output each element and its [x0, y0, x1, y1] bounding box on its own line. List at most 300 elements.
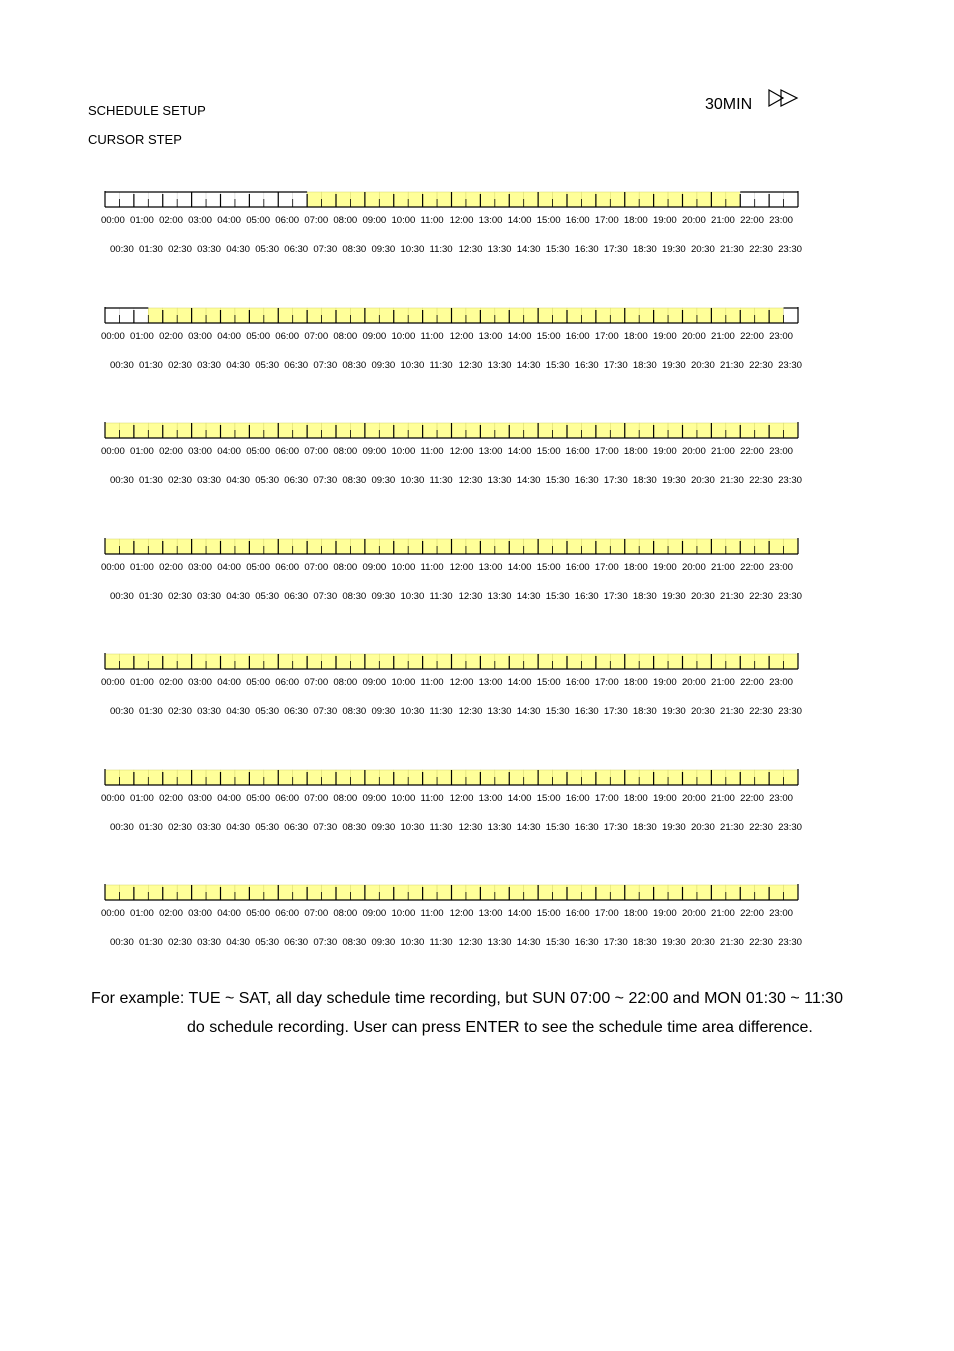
slot-active[interactable] — [625, 308, 639, 323]
slot-active[interactable] — [423, 770, 437, 785]
slot-active[interactable] — [134, 885, 148, 900]
slot-active[interactable] — [249, 885, 263, 900]
slot-active[interactable] — [394, 308, 408, 323]
slot-inactive[interactable] — [784, 308, 798, 323]
slot-active[interactable] — [654, 192, 668, 207]
slot-active[interactable] — [524, 192, 538, 207]
slot-active[interactable] — [581, 654, 595, 669]
slot-active[interactable] — [697, 885, 711, 900]
slot-inactive[interactable] — [221, 192, 235, 207]
slot-active[interactable] — [755, 654, 769, 669]
slot-active[interactable] — [365, 308, 379, 323]
slot-inactive[interactable] — [105, 192, 119, 207]
slot-active[interactable] — [322, 308, 336, 323]
slot-active[interactable] — [769, 423, 783, 438]
slot-active[interactable] — [697, 308, 711, 323]
slot-active[interactable] — [307, 539, 321, 554]
slot-active[interactable] — [480, 770, 494, 785]
slot-active[interactable] — [437, 192, 451, 207]
slot-active[interactable] — [177, 770, 191, 785]
slot-active[interactable] — [452, 423, 466, 438]
slot-active[interactable] — [625, 539, 639, 554]
slot-active[interactable] — [134, 539, 148, 554]
slot-active[interactable] — [509, 770, 523, 785]
slot-inactive[interactable] — [755, 192, 769, 207]
slot-active[interactable] — [379, 192, 393, 207]
slot-active[interactable] — [596, 654, 610, 669]
slot-active[interactable] — [639, 192, 653, 207]
slot-active[interactable] — [711, 770, 725, 785]
slot-active[interactable] — [755, 539, 769, 554]
slot-active[interactable] — [625, 770, 639, 785]
slot-active[interactable] — [466, 423, 480, 438]
slot-active[interactable] — [278, 539, 292, 554]
slot-active[interactable] — [596, 423, 610, 438]
slot-active[interactable] — [235, 770, 249, 785]
timeline-bar[interactable] — [0, 523, 954, 563]
slot-active[interactable] — [134, 654, 148, 669]
slot-active[interactable] — [163, 770, 177, 785]
slot-active[interactable] — [394, 192, 408, 207]
slot-active[interactable] — [495, 885, 509, 900]
slot-active[interactable] — [784, 654, 798, 669]
slot-active[interactable] — [610, 192, 624, 207]
slot-active[interactable] — [524, 308, 538, 323]
slot-active[interactable] — [177, 539, 191, 554]
slot-active[interactable] — [235, 539, 249, 554]
slot-active[interactable] — [740, 308, 754, 323]
slot-active[interactable] — [495, 308, 509, 323]
slot-active[interactable] — [625, 192, 639, 207]
cursor-step-value[interactable]: 30MIN — [705, 96, 753, 113]
slot-active[interactable] — [379, 539, 393, 554]
slot-active[interactable] — [668, 654, 682, 669]
slot-active[interactable] — [697, 654, 711, 669]
slot-active[interactable] — [683, 885, 697, 900]
slot-active[interactable] — [293, 654, 307, 669]
slot-active[interactable] — [668, 423, 682, 438]
slot-active[interactable] — [264, 423, 278, 438]
slot-active[interactable] — [495, 423, 509, 438]
slot-active[interactable] — [192, 885, 206, 900]
slot-active[interactable] — [683, 192, 697, 207]
slot-active[interactable] — [740, 423, 754, 438]
slot-active[interactable] — [148, 308, 162, 323]
slot-active[interactable] — [293, 308, 307, 323]
slot-active[interactable] — [249, 423, 263, 438]
slot-active[interactable] — [437, 654, 451, 669]
slot-active[interactable] — [350, 308, 364, 323]
slot-inactive[interactable] — [148, 192, 162, 207]
slot-active[interactable] — [639, 539, 653, 554]
slot-active[interactable] — [466, 192, 480, 207]
slot-active[interactable] — [452, 885, 466, 900]
slot-active[interactable] — [148, 654, 162, 669]
slot-active[interactable] — [524, 885, 538, 900]
slot-active[interactable] — [711, 192, 725, 207]
slot-active[interactable] — [553, 885, 567, 900]
timeline-bar[interactable] — [0, 869, 954, 909]
slot-active[interactable] — [755, 885, 769, 900]
slot-active[interactable] — [134, 770, 148, 785]
slot-active[interactable] — [683, 539, 697, 554]
slot-active[interactable] — [235, 308, 249, 323]
slot-active[interactable] — [235, 885, 249, 900]
slot-active[interactable] — [581, 308, 595, 323]
slot-active[interactable] — [307, 192, 321, 207]
slot-active[interactable] — [148, 539, 162, 554]
slot-active[interactable] — [567, 308, 581, 323]
slot-active[interactable] — [221, 423, 235, 438]
slot-active[interactable] — [408, 539, 422, 554]
slot-active[interactable] — [668, 770, 682, 785]
slot-active[interactable] — [336, 192, 350, 207]
slot-active[interactable] — [509, 192, 523, 207]
slot-active[interactable] — [683, 423, 697, 438]
slot-active[interactable] — [711, 885, 725, 900]
slot-active[interactable] — [509, 654, 523, 669]
slot-active[interactable] — [350, 423, 364, 438]
slot-active[interactable] — [221, 308, 235, 323]
slot-active[interactable] — [509, 539, 523, 554]
slot-active[interactable] — [466, 539, 480, 554]
slot-active[interactable] — [322, 654, 336, 669]
slot-active[interactable] — [408, 770, 422, 785]
slot-active[interactable] — [538, 423, 552, 438]
slot-active[interactable] — [307, 423, 321, 438]
slot-active[interactable] — [408, 654, 422, 669]
slot-active[interactable] — [452, 308, 466, 323]
slot-active[interactable] — [423, 308, 437, 323]
slot-active[interactable] — [740, 539, 754, 554]
slot-active[interactable] — [610, 885, 624, 900]
slot-active[interactable] — [596, 539, 610, 554]
timeline-bar[interactable] — [0, 292, 954, 332]
slot-active[interactable] — [379, 885, 393, 900]
slot-active[interactable] — [596, 885, 610, 900]
slot-inactive[interactable] — [134, 192, 148, 207]
slot-active[interactable] — [105, 885, 119, 900]
slot-inactive[interactable] — [119, 308, 133, 323]
slot-active[interactable] — [322, 423, 336, 438]
slot-active[interactable] — [726, 192, 740, 207]
slot-active[interactable] — [119, 423, 133, 438]
slot-active[interactable] — [567, 654, 581, 669]
slot-active[interactable] — [509, 423, 523, 438]
slot-active[interactable] — [567, 423, 581, 438]
slot-active[interactable] — [350, 192, 364, 207]
slot-active[interactable] — [697, 423, 711, 438]
slot-active[interactable] — [466, 654, 480, 669]
slot-active[interactable] — [726, 885, 740, 900]
slot-active[interactable] — [654, 885, 668, 900]
slot-active[interactable] — [119, 770, 133, 785]
slot-active[interactable] — [350, 885, 364, 900]
slot-active[interactable] — [480, 308, 494, 323]
slot-active[interactable] — [769, 539, 783, 554]
slot-active[interactable] — [567, 539, 581, 554]
slot-active[interactable] — [711, 423, 725, 438]
slot-active[interactable] — [423, 192, 437, 207]
slot-active[interactable] — [394, 770, 408, 785]
slot-active[interactable] — [581, 192, 595, 207]
slot-active[interactable] — [336, 539, 350, 554]
slot-active[interactable] — [350, 539, 364, 554]
slot-inactive[interactable] — [119, 192, 133, 207]
slot-active[interactable] — [365, 192, 379, 207]
slot-active[interactable] — [177, 308, 191, 323]
slot-active[interactable] — [249, 770, 263, 785]
slot-active[interactable] — [625, 423, 639, 438]
slot-active[interactable] — [610, 423, 624, 438]
slot-active[interactable] — [668, 539, 682, 554]
slot-active[interactable] — [538, 308, 552, 323]
slot-active[interactable] — [567, 885, 581, 900]
slot-active[interactable] — [524, 770, 538, 785]
slot-active[interactable] — [726, 654, 740, 669]
slot-active[interactable] — [322, 885, 336, 900]
slot-active[interactable] — [192, 539, 206, 554]
slot-active[interactable] — [278, 885, 292, 900]
slot-active[interactable] — [336, 885, 350, 900]
slot-active[interactable] — [307, 885, 321, 900]
slot-active[interactable] — [177, 423, 191, 438]
slot-inactive[interactable] — [278, 192, 292, 207]
slot-active[interactable] — [538, 654, 552, 669]
slot-active[interactable] — [163, 423, 177, 438]
slot-active[interactable] — [365, 770, 379, 785]
slot-active[interactable] — [105, 539, 119, 554]
slot-active[interactable] — [625, 885, 639, 900]
slot-active[interactable] — [163, 539, 177, 554]
slot-active[interactable] — [249, 308, 263, 323]
slot-active[interactable] — [148, 423, 162, 438]
slot-active[interactable] — [408, 423, 422, 438]
slot-active[interactable] — [379, 423, 393, 438]
slot-active[interactable] — [437, 885, 451, 900]
slot-active[interactable] — [639, 423, 653, 438]
slot-inactive[interactable] — [235, 192, 249, 207]
timeline-bar[interactable] — [0, 176, 954, 216]
slot-active[interactable] — [293, 770, 307, 785]
slot-active[interactable] — [336, 654, 350, 669]
slot-inactive[interactable] — [192, 192, 206, 207]
slot-active[interactable] — [668, 885, 682, 900]
slot-active[interactable] — [581, 770, 595, 785]
slot-active[interactable] — [581, 423, 595, 438]
slot-active[interactable] — [538, 885, 552, 900]
slot-active[interactable] — [177, 654, 191, 669]
slot-active[interactable] — [639, 770, 653, 785]
slot-active[interactable] — [755, 423, 769, 438]
slot-active[interactable] — [264, 539, 278, 554]
slot-active[interactable] — [509, 885, 523, 900]
slot-active[interactable] — [105, 654, 119, 669]
slot-active[interactable] — [726, 308, 740, 323]
slot-active[interactable] — [119, 654, 133, 669]
slot-active[interactable] — [350, 654, 364, 669]
slot-active[interactable] — [654, 654, 668, 669]
slot-active[interactable] — [480, 423, 494, 438]
slot-active[interactable] — [654, 423, 668, 438]
slot-active[interactable] — [553, 308, 567, 323]
slot-active[interactable] — [221, 539, 235, 554]
slot-active[interactable] — [495, 770, 509, 785]
slot-active[interactable] — [538, 192, 552, 207]
slot-active[interactable] — [480, 539, 494, 554]
slot-active[interactable] — [610, 539, 624, 554]
slot-active[interactable] — [249, 539, 263, 554]
slot-active[interactable] — [553, 423, 567, 438]
slot-active[interactable] — [437, 423, 451, 438]
slot-active[interactable] — [206, 770, 220, 785]
slot-active[interactable] — [553, 539, 567, 554]
slot-active[interactable] — [740, 885, 754, 900]
slot-active[interactable] — [278, 654, 292, 669]
slot-active[interactable] — [697, 192, 711, 207]
slot-active[interactable] — [509, 308, 523, 323]
fast-forward-icon[interactable] — [767, 88, 801, 108]
slot-active[interactable] — [553, 770, 567, 785]
slot-active[interactable] — [683, 770, 697, 785]
slot-active[interactable] — [437, 770, 451, 785]
timeline-bar[interactable] — [0, 638, 954, 678]
timeline-bar[interactable] — [0, 754, 954, 794]
slot-active[interactable] — [625, 654, 639, 669]
slot-active[interactable] — [524, 654, 538, 669]
slot-active[interactable] — [581, 885, 595, 900]
slot-active[interactable] — [293, 885, 307, 900]
slot-active[interactable] — [610, 654, 624, 669]
slot-inactive[interactable] — [163, 192, 177, 207]
slot-active[interactable] — [264, 885, 278, 900]
slot-active[interactable] — [668, 192, 682, 207]
slot-active[interactable] — [221, 885, 235, 900]
slot-active[interactable] — [610, 770, 624, 785]
slot-active[interactable] — [480, 192, 494, 207]
slot-inactive[interactable] — [293, 192, 307, 207]
slot-active[interactable] — [784, 770, 798, 785]
slot-active[interactable] — [524, 423, 538, 438]
slot-active[interactable] — [119, 539, 133, 554]
timeline-bar[interactable] — [0, 407, 954, 447]
slot-active[interactable] — [408, 308, 422, 323]
slot-active[interactable] — [365, 423, 379, 438]
slot-active[interactable] — [423, 539, 437, 554]
slot-active[interactable] — [740, 770, 754, 785]
slot-active[interactable] — [524, 539, 538, 554]
slot-active[interactable] — [148, 885, 162, 900]
slot-active[interactable] — [538, 770, 552, 785]
slot-active[interactable] — [784, 423, 798, 438]
slot-active[interactable] — [423, 423, 437, 438]
slot-active[interactable] — [596, 192, 610, 207]
slot-active[interactable] — [278, 423, 292, 438]
slot-active[interactable] — [235, 423, 249, 438]
slot-active[interactable] — [755, 308, 769, 323]
slot-active[interactable] — [134, 423, 148, 438]
slot-active[interactable] — [365, 539, 379, 554]
slot-active[interactable] — [480, 885, 494, 900]
slot-active[interactable] — [452, 539, 466, 554]
slot-active[interactable] — [711, 308, 725, 323]
slot-active[interactable] — [394, 654, 408, 669]
slot-active[interactable] — [697, 539, 711, 554]
slot-active[interactable] — [221, 654, 235, 669]
slot-active[interactable] — [148, 770, 162, 785]
slot-active[interactable] — [163, 308, 177, 323]
slot-active[interactable] — [495, 654, 509, 669]
slot-active[interactable] — [726, 423, 740, 438]
slot-active[interactable] — [784, 885, 798, 900]
slot-active[interactable] — [683, 654, 697, 669]
slot-active[interactable] — [394, 423, 408, 438]
slot-active[interactable] — [769, 308, 783, 323]
slot-active[interactable] — [596, 308, 610, 323]
slot-inactive[interactable] — [769, 192, 783, 207]
slot-active[interactable] — [769, 885, 783, 900]
slot-active[interactable] — [553, 192, 567, 207]
slot-active[interactable] — [206, 539, 220, 554]
slot-active[interactable] — [249, 654, 263, 669]
slot-active[interactable] — [206, 885, 220, 900]
slot-active[interactable] — [264, 308, 278, 323]
slot-active[interactable] — [711, 539, 725, 554]
slot-active[interactable] — [769, 770, 783, 785]
slot-active[interactable] — [293, 539, 307, 554]
slot-active[interactable] — [336, 308, 350, 323]
slot-active[interactable] — [221, 770, 235, 785]
slot-inactive[interactable] — [134, 308, 148, 323]
slot-active[interactable] — [784, 539, 798, 554]
slot-active[interactable] — [105, 423, 119, 438]
slot-active[interactable] — [437, 308, 451, 323]
slot-active[interactable] — [596, 770, 610, 785]
slot-active[interactable] — [639, 654, 653, 669]
slot-active[interactable] — [408, 192, 422, 207]
slot-active[interactable] — [423, 885, 437, 900]
slot-active[interactable] — [206, 423, 220, 438]
slot-active[interactable] — [567, 770, 581, 785]
slot-inactive[interactable] — [264, 192, 278, 207]
slot-active[interactable] — [307, 308, 321, 323]
slot-active[interactable] — [769, 654, 783, 669]
slot-active[interactable] — [293, 423, 307, 438]
slot-active[interactable] — [379, 308, 393, 323]
slot-active[interactable] — [466, 885, 480, 900]
slot-active[interactable] — [567, 192, 581, 207]
slot-active[interactable] — [668, 308, 682, 323]
slot-active[interactable] — [322, 770, 336, 785]
slot-inactive[interactable] — [784, 192, 798, 207]
slot-active[interactable] — [452, 192, 466, 207]
slot-active[interactable] — [264, 654, 278, 669]
slot-inactive[interactable] — [206, 192, 220, 207]
slot-active[interactable] — [740, 654, 754, 669]
slot-active[interactable] — [452, 770, 466, 785]
slot-inactive[interactable] — [249, 192, 263, 207]
slot-active[interactable] — [408, 885, 422, 900]
slot-active[interactable] — [322, 539, 336, 554]
slot-active[interactable] — [423, 654, 437, 669]
slot-active[interactable] — [466, 308, 480, 323]
slot-active[interactable] — [206, 308, 220, 323]
slot-active[interactable] — [553, 654, 567, 669]
slot-inactive[interactable] — [740, 192, 754, 207]
slot-active[interactable] — [278, 770, 292, 785]
slot-active[interactable] — [307, 770, 321, 785]
slot-active[interactable] — [192, 654, 206, 669]
